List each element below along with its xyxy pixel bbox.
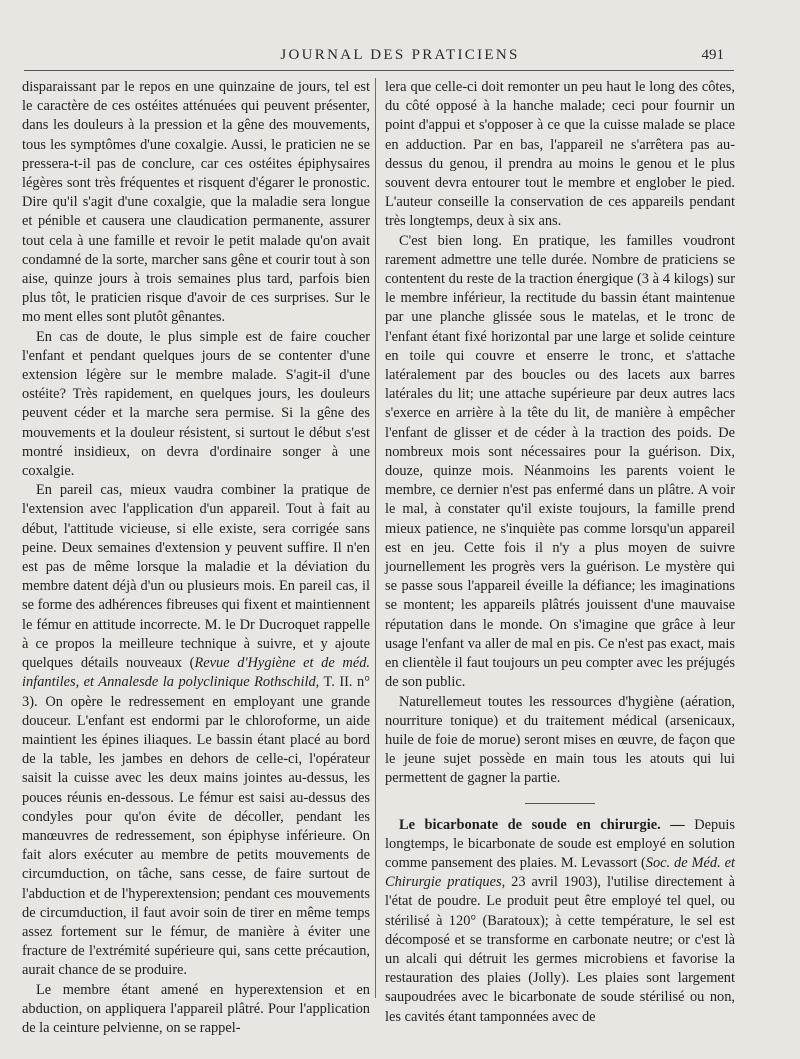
page-number: 491 (701, 47, 724, 63)
paragraph-text: , 23 avril 1903), l'utilise directement à l'état de poudre. Le produit peut être employé tel quel, ou stérilisé à 120° (Baratoux); à cette température, le sel est décomposé et se transforme en carbonate neutre; or c'est là un alcali qui détruit les germes microbiens et favorise la restauration des plaies (Jolly). Les plaies sont largement saupoudrées avec le bicarbonate de soude stérilisé ou non, les cavités étant tamponnées avec de (385, 874, 735, 1025)
right-column (385, 78, 735, 1027)
paragraph: Naturellemeut toutes les ressources d'hygiène (aération, nourriture tonique) et du traitement médical (arsenicaux, huile de foie de morue) seront mises en œuvre, de façon que le jeune sujet possède en main tous les atouts qui lui permettent de gagner la partie. (385, 693, 735, 787)
paragraph: lera que celle-ci doit remonter un peu haut le long des côtes, du côté opposé à la hanche malade; ceci pour fournir un point d'appui et s'opposer à ce que la cuisse malade se place en adduction. Par en bas, l'appareil ne s'arrêtera pas au-dessus du genou, il prendra au moins le genou et le plus souvent devra entourer tout le membre et englober le pied. L'auteur conseille la conservation de ces appareils pendant très longtemps, deux à six ans. (385, 79, 735, 230)
paragraph: En cas de doute, le plus simple est de faire coucher l'enfant et pendant quelques jours de se contenter d'une extension légère sur le membre malade. S'agit-il d'une ostéite? Très rapidement, en quelques jours, les douleurs peuvent céder et la marche sera permise. Si la gêne des mouvements et la douleur résistent, si surtout le début s'est montré insidieux, on devra d'ordinaire songer à une coxalgie. (22, 328, 370, 480)
paragraph: C'est bien long. En pratique, les familles voudront rarement admettre une telle durée. Nombre de praticiens se contentent du reste de la traction énergique (3 à 4 kilogs) sur le membre inférieur, la rectitude du bassin étant maintenue par une planche glissée sous le matelas, et le tronc de l'enfant étant fixé horizontal par une large et solide ceinture en toile qui couvre et enserre le tronc, et s'attache latéralement par des boucles ou des lacets aux barres latérales du lit; une attache supérieure par deux autres lacs s'exerce en arrière à la tête du lit, de manière à empêcher l'enfant de glisser et de céder à la traction des poids. De nombreux mois sont nécessaires pour la guérison. Dix, douze, quinze mois. Néanmoins les parents voient le membre, ce dernier n'est pas enfermé dans un plâtre. A voir le mal, à constater qu'il existe toujours, la famille prend mieux patience, ne s'inquiète pas comme lorsqu'un appareil est en jeu. Cette fois il n'y a plus moyen de suivre journellement les progrès vers la guérison. Le mystère qui se passe sous l'appareil éveille la défiance; les imaginations se montent; les appareils plâtrés jouissent d'une mauvaise réputation dans le monde. On s'imagine que grâce à leur usage l'enfant va aller de mal en pis. Ce n'est pas exact, mais en clientèle il faut toujours un peu compter avec les préjugés de son public. (385, 232, 735, 691)
header-rule (24, 70, 734, 71)
column-divider (375, 78, 376, 998)
paragraph (22, 481, 370, 980)
page-header (0, 44, 800, 72)
paragraph: Le membre étant amené en hyperextension et en abduction, on appliquera l'appareil plâtré. Pour l'application de la ceinture pelvienne, on se rappel- (22, 981, 370, 1036)
left-column (22, 78, 370, 1038)
section-divider (525, 803, 595, 804)
paragraph: disparaissant par le repos en une quinzaine de jours, tel est le caractère de ces ostéites atténuées qui peuvent présenter, dans les douleurs à la pression et la gêne des mouvements, tous les symptômes d'une coxalgie. Aussi, le praticien ne se pressera-t-il pas de conclure, car ces ostéites épiphysaires légères sont très fréquentes et risquent d'égarer le pronostic. Dire qu'il s'agit d'une coxalgie, que la maladie sera longue et pénible et causera une claudication permanente, assurer tout cela à une famille et revoir le petit malade qu'on avait condamné de la sorte, marcher sans gêne et courir tout à son aise, quinze jours à trois semaines plus tard, parfois bien plus tôt, le praticien risque d'avoir de ces surprises. Sur le mo ment elles sont plutôt gênantes. (22, 79, 370, 326)
paragraph (385, 816, 735, 1027)
running-head: JOURNAL DES PRATICIENS (280, 47, 520, 63)
paragraph-text: Depuis longtemps, le bicarbonate de soude est employé en solution comme pansement des plaies. M. Levassort ( (385, 816, 735, 871)
paragraph-text: En pareil cas, mieux vaudra combiner la pratique de l'extension avec l'application d'un appareil. Tout à fait au début, l'attitude vicieuse, si elle existe, sera corrigée sans peine. Deux semaines d'extension y peuvent suffire. Il n'en est pas de même lorsque la maladie et la déviation du membre datent déjà d'un ou plusieurs mois. En pareil cas, il se forme des adhérences fibreuses qui fixent et maintiennent le fémur en attitude incorrecte. M. le Dr Ducroquet rappelle à ce propos la meilleure technique à suivre, et y ajoute quelques détails nouveaux ( (22, 482, 370, 672)
paragraph-text: , T. II. n° 3). On opère le redressement en employant une grande douceur. L'enfant est endormi par le chloroforme, un aide maintient les épines iliaques. Le bassin étant placé au bord de la table, les jambes en dehors de celle-ci, l'opérateur saisit la cuisse avec les deux mains jointes au-dessus, les pouces réunis en-dessous. Le fémur est saisi au-dessus des condyles pour qu'on évite de décoller, pendant les manœuvres de redressement, son épiphyse inférieure. On fait alors exécuter au membre de petits mouvements de circumduction, on tâche, sans cesse, de faire surtout de l'abduction et de l'hyperextension; pendant ces mouvements de circumduction, il faut avoir soin de tirer en même temps assez fortement sur le fémur, de manière à éviter une fracture de l'extrémité supérieure qui, sans cette précaution, aurait chance de se produire. (22, 674, 370, 979)
citation: Revue d'Hygiène et de méd. infantiles, et Annalesde la polyclinique Rothschild (22, 655, 370, 691)
section-title: Le bicarbonate de soude en chirurgie. — (399, 816, 685, 833)
citation: Soc. de Méd. et Chirurgie pratiques (385, 854, 735, 891)
